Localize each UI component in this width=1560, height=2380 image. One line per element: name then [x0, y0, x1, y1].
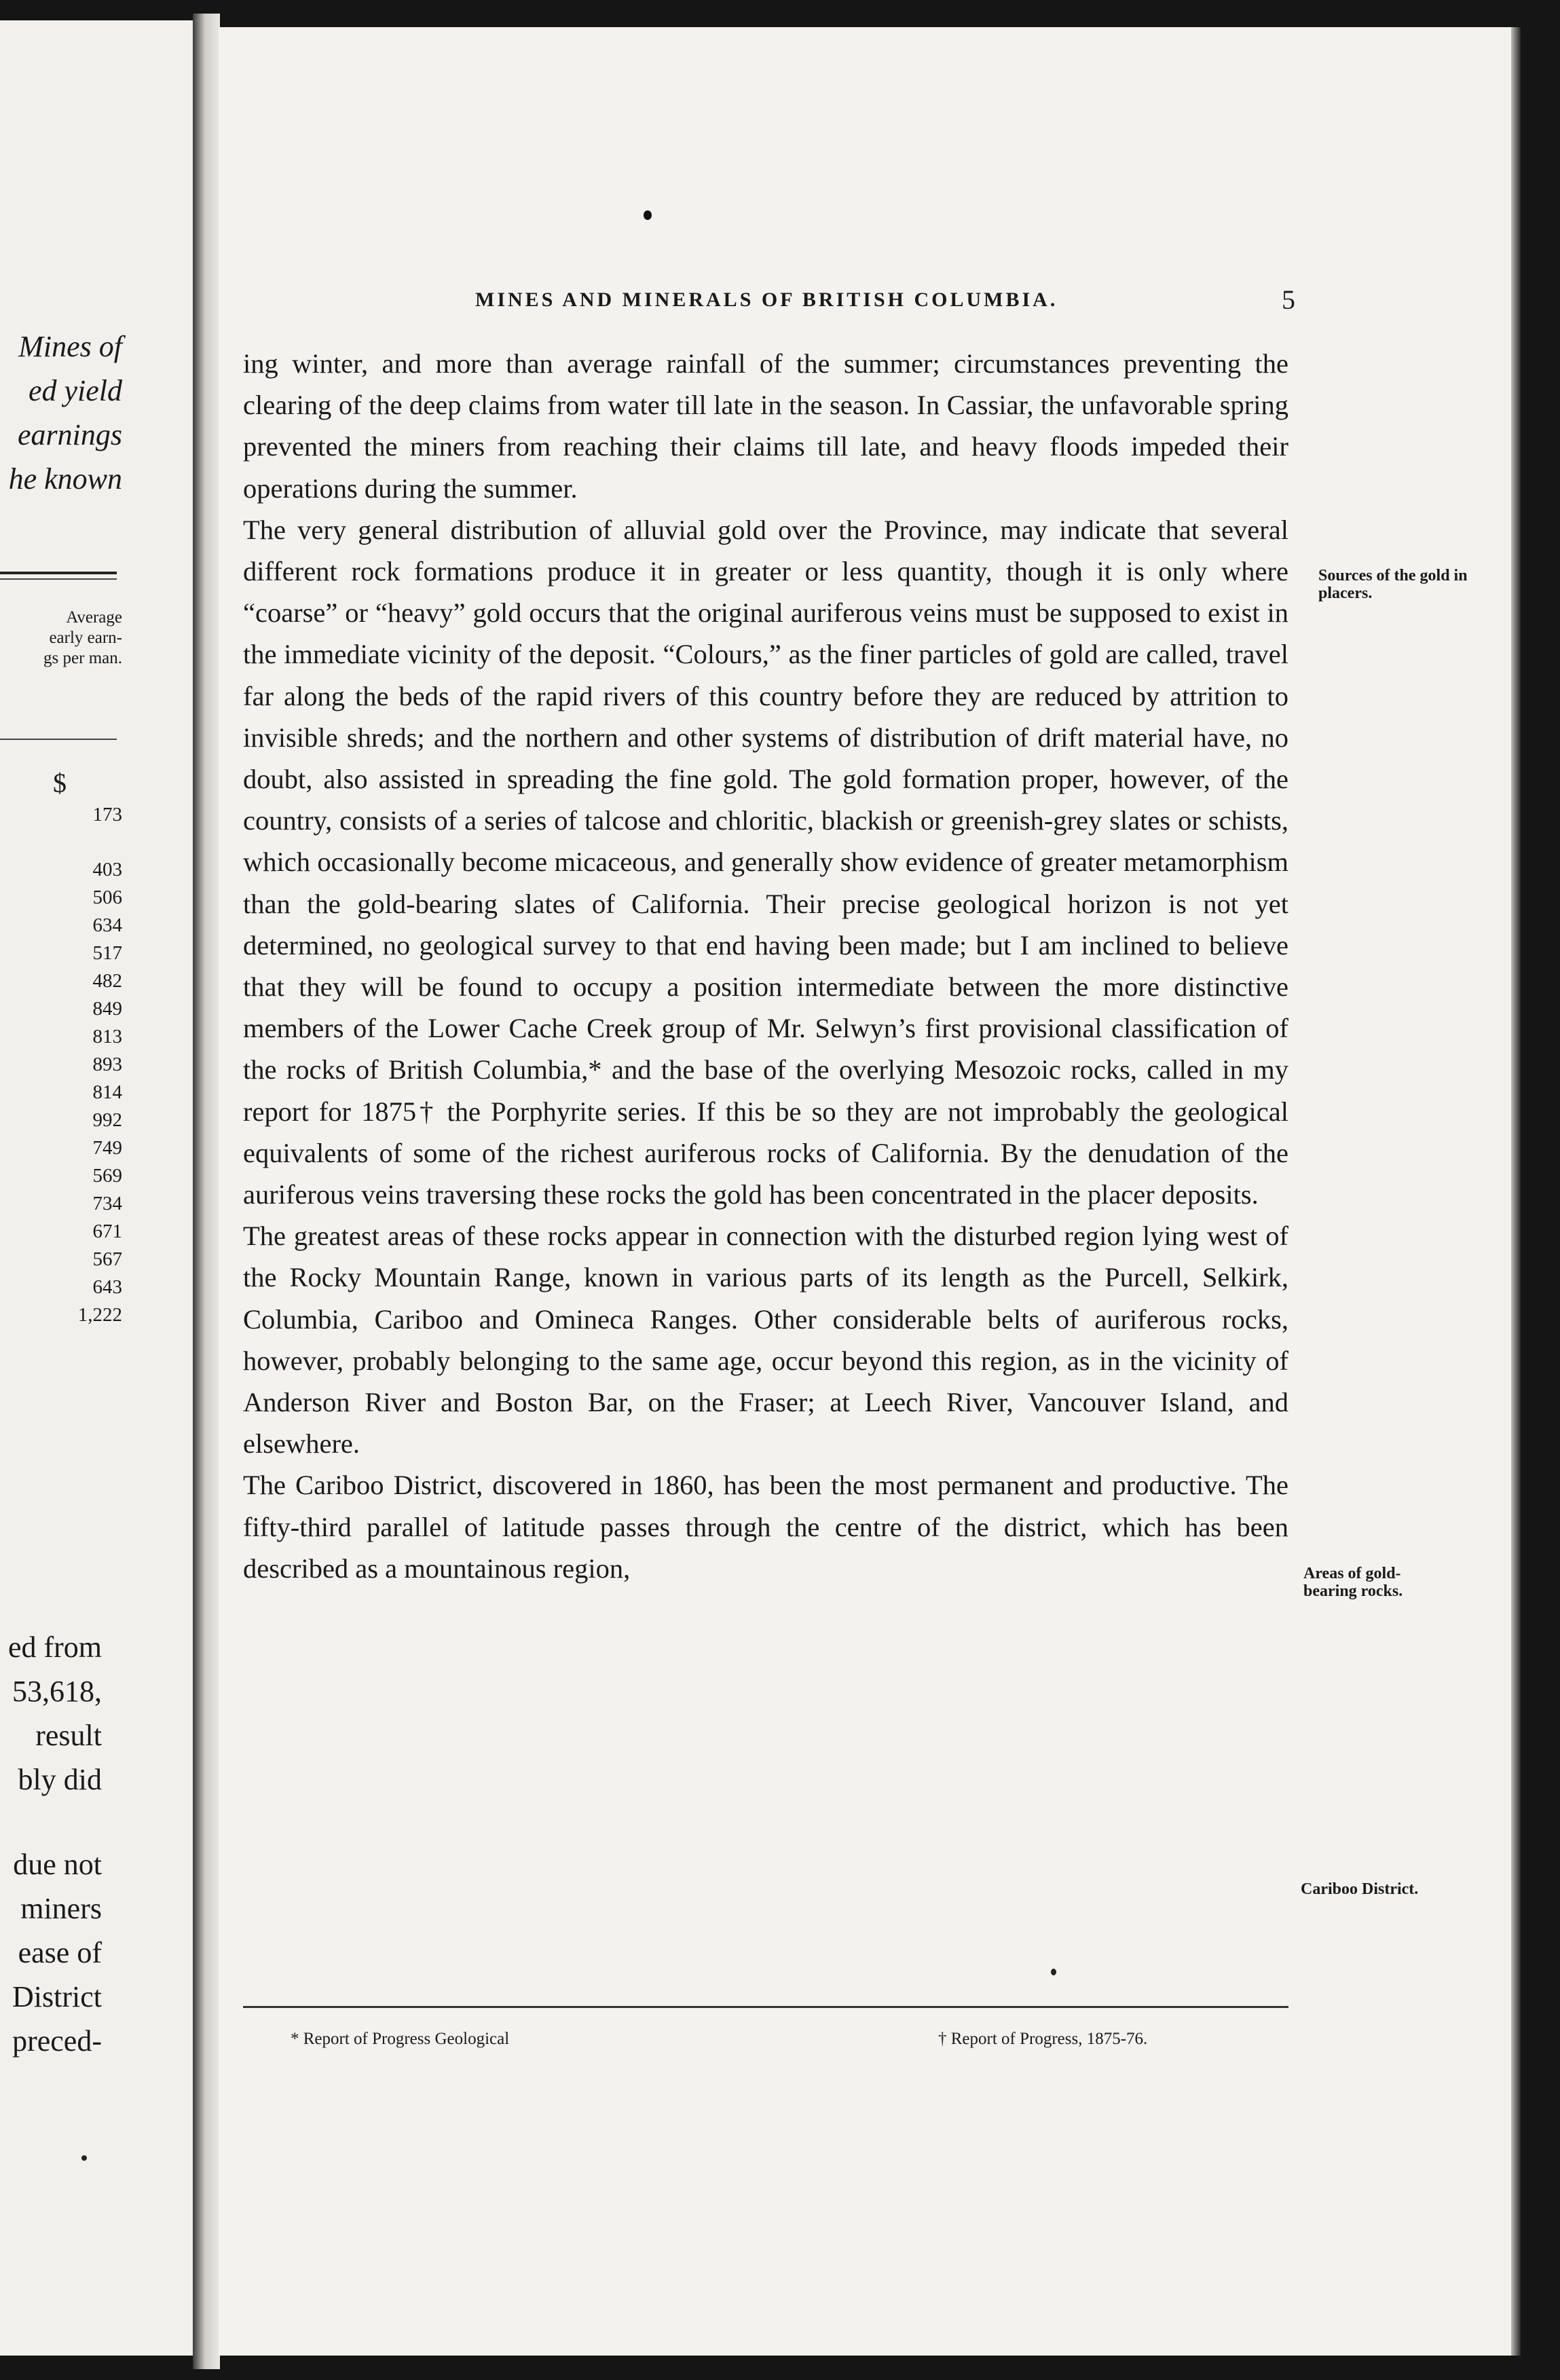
- earnings-value: 403: [92, 859, 122, 880]
- earnings-value: 567: [92, 1248, 122, 1270]
- page-number: 5: [1282, 284, 1295, 315]
- paragraph: The very general distribution of alluvial gold over the Province, may indicate that several different rock formations produce it in greater or less quantity, though it is only where “coarse” or “heavy” gold occurs that the original auriferous veins must be supposed to exist in the immediate vicinity of the deposit. “Colours,” as the finer particles of gold are called, travel far along the beds of the rapid rivers of this country before they are reduced by attrition to invisible shreds; and the northern and other systems of distribution of drift material have, no doubt, also assisted in spreading the fine gold. The gold formation proper, however, of the country, consists of a series of talcose and chloritic, blackish or greenish-grey slates or schists, which occasionally become micaceous, and generally show evidence of greater metamorphism than the gold-bearing slates of California. Their precise geological horizon is not yet determined, no geological survey to that end having been made; but I am inclined to believe that they will be found to occupy a position intermediate between the more distinctive members of the Lower Cache Creek group of Mr. Selwyn’s first provisional classification of the rocks of British Columbia,* and the base of the overlying Mesozoic rocks, called in my report for 1875† the Porphyrite series. If this be so they are not improbably the geological equivalents of some of the richest auriferous rocks of California. By the denudation of the auriferous veins traversing these rocks the gold has been concentrated in the placer deposits.: [243, 514, 1288, 1210]
- footnote-geological: * Report of Progress Geological: [291, 2030, 510, 2048]
- left-text-line: 53,618,: [12, 1675, 102, 1708]
- earnings-value: 643: [92, 1276, 122, 1298]
- earnings-values: [78, 801, 122, 1329]
- earnings-value: 517: [92, 942, 122, 964]
- earnings-value: 173: [92, 804, 122, 825]
- left-text-line: result: [35, 1719, 102, 1752]
- left-table-rule: [0, 739, 117, 740]
- paragraph: The greatest areas of these rocks appear in connection with the disturbed region lying west of the Rocky Mountain Range, known in various parts of its length as the Purcell, Selkirk, Columbia, Cariboo and Omineca Ranges. Other considerable belts of auriferous rocks, however, probably belonging to the same age, occur beyond this region, as in the vicinity of Anderson River and Boston Bar, on the Fraser; at Leech River, Vancouver Island, and elsewhere.: [243, 1221, 1288, 1459]
- left-italic-line: Mines of: [18, 330, 122, 363]
- left-italic-line: he known: [8, 462, 122, 496]
- left-text-line: ease of: [18, 1936, 102, 1969]
- earnings-value: 992: [92, 1109, 122, 1131]
- left-text-line: due not: [13, 1848, 102, 1881]
- left-table-rule: [0, 572, 117, 574]
- margin-note-cariboo: Cariboo District.: [1301, 1880, 1419, 1898]
- left-column-head: Average early earn- gs per man.: [43, 608, 122, 667]
- margin-note-sources: Sources of the gold in placers.: [1318, 567, 1468, 602]
- earnings-value: 813: [92, 1026, 122, 1047]
- earnings-value: 1,222: [77, 1304, 122, 1326]
- body-text: [243, 343, 1288, 1589]
- left-text-line: bly did: [18, 1763, 102, 1796]
- margin-note-areas: Areas of gold-bearing rocks.: [1303, 1565, 1403, 1600]
- earnings-value: 482: [92, 970, 122, 992]
- earnings-value: 893: [92, 1054, 122, 1075]
- paragraph: ing winter, and more than average rainfall of the summer; circumstances preventing the clearing of the deep claims from water till late in the season. In Cassiar, the unfavorable spring prevented the miners from reaching their claims till late, and heavy floods impeded their operations during the summer.: [243, 348, 1288, 504]
- earnings-value: 671: [92, 1221, 122, 1242]
- left-text-line: ed from: [7, 1631, 102, 1664]
- page-edge-shadow: [1511, 27, 1521, 2356]
- earnings-value: 634: [92, 914, 122, 936]
- earnings-value: 749: [92, 1137, 122, 1159]
- earnings-value: 814: [92, 1081, 122, 1103]
- ink-speck: [81, 2155, 87, 2161]
- earnings-value: 506: [92, 887, 122, 908]
- paragraph: The Cariboo District, discovered in 1860, has been the most permanent and productive. The fifty-third parallel of latitude passes through the centre of the district, which has been described as a mountainous region,: [243, 1470, 1288, 1584]
- book-gutter: [193, 14, 220, 2369]
- currency-symbol: $: [53, 768, 67, 798]
- left-page-fragment: [0, 20, 198, 2356]
- footnote-rule: [243, 2006, 1288, 2008]
- left-italic-line: ed yield: [28, 374, 122, 407]
- footnote-progress: † Report of Progress, 1875-76.: [938, 2030, 1148, 2048]
- ink-speck: [644, 210, 652, 220]
- earnings-value: 569: [92, 1165, 122, 1187]
- left-italic-line: earnings: [18, 418, 122, 451]
- left-text-line: District: [12, 1980, 102, 2013]
- left-text-line: miners: [20, 1892, 102, 1925]
- running-head: MINES AND MINERALS OF BRITISH COLUMBIA.: [475, 289, 1058, 311]
- left-table-rule: [0, 578, 117, 580]
- earnings-value: 849: [92, 998, 122, 1020]
- left-text-line: preced-: [12, 2024, 102, 2058]
- ink-speck: [1051, 1969, 1056, 1975]
- earnings-value: 734: [92, 1193, 122, 1214]
